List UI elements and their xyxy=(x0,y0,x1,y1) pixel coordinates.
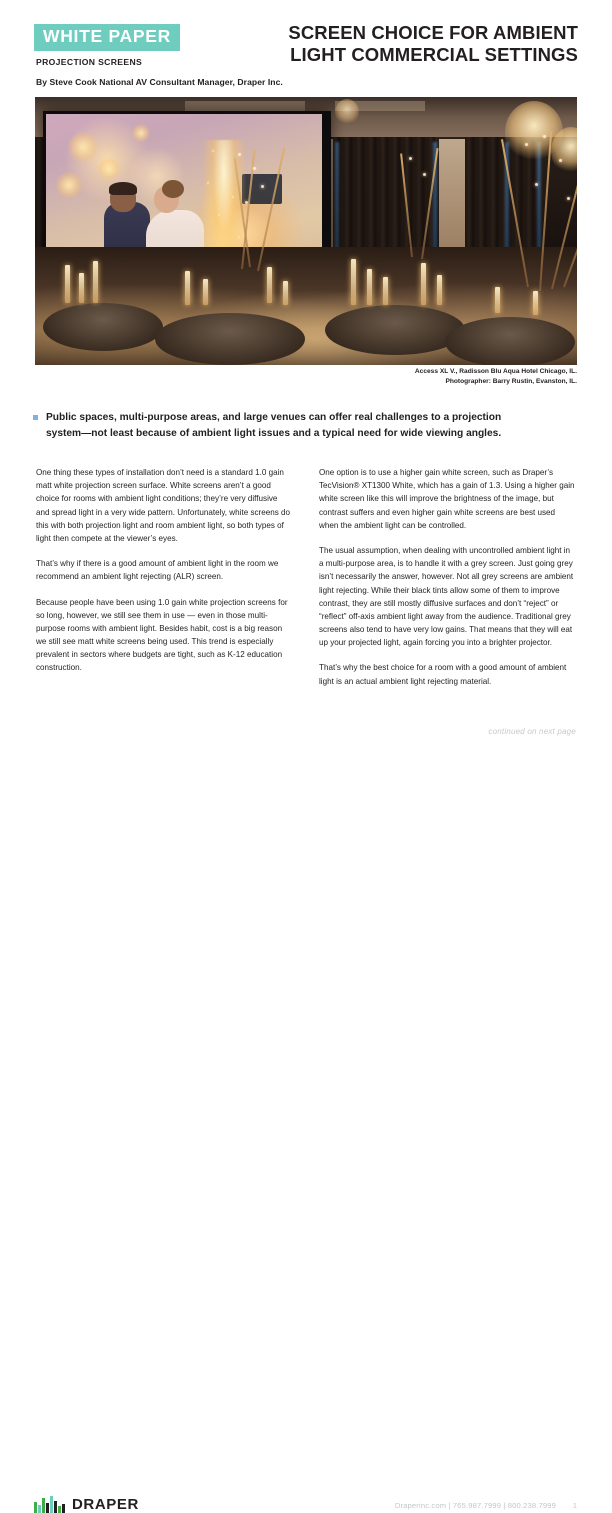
bokeh-light xyxy=(132,124,150,142)
photo-caption xyxy=(277,367,577,387)
body-column-left xyxy=(36,466,293,700)
bokeh-light xyxy=(98,158,120,180)
candle xyxy=(267,267,272,303)
candle xyxy=(383,277,388,305)
callout-text: Public spaces, multi-purpose areas, and large venues can offer real challenges to a projection system—not least because of ambient light issues and a typical need for wide viewing angles. xyxy=(46,412,502,440)
author-byline: By Steve Cook National AV Consultant Manager, Draper Inc. xyxy=(36,77,283,87)
page-number: 1 xyxy=(572,1501,577,1510)
ballroom-scene xyxy=(35,97,577,365)
candle xyxy=(185,271,190,305)
paragraph: The usual assumption, when dealing with uncontrolled ambient light in a multi-purpose area, is to handle it with a grey screen. Just going grey isn’t necessarily the answer, however. Not all grey screens are ambient light rejecting. While their black tints allow some of them to improve contrast, they are still mostly diffusive surfaces and don’t “reject” or “reflect” off-axis ambient light away from the audience. Traditional grey screens also tend to have very low gains. That means that they will eat up your projected light, again forcing you into a brighter projector. xyxy=(319,545,574,648)
document-header xyxy=(0,0,612,96)
body-column-right xyxy=(319,466,576,700)
paragraph: That’s why the best choice for a room with a good amount of ambient light is an actual ambient light rejecting material. xyxy=(319,663,567,686)
candle xyxy=(421,263,426,305)
bride-hair xyxy=(162,180,184,198)
candle xyxy=(495,287,500,313)
candle xyxy=(351,259,356,305)
draper-logo[interactable] xyxy=(34,1496,139,1513)
round-table xyxy=(445,317,575,365)
round-table xyxy=(43,303,163,351)
draper-wordmark: DRAPER xyxy=(72,1496,139,1513)
bokeh-light xyxy=(68,132,98,162)
continued-note: continued on next page xyxy=(488,727,576,736)
chandelier xyxy=(335,99,359,125)
candle xyxy=(367,269,372,305)
ceiling-panel xyxy=(185,101,305,111)
paragraph: Because people have been using 1.0 gain white projection screens for so long, however, we still see them in use — even in those multi-purpose rooms with ambient light. Besides habit, cost is a big reason we still see matt white screens being used. This trend is especially prevalent in sectors where budgets are tight, such as K-12 education construction. xyxy=(36,597,288,673)
round-table xyxy=(325,305,465,355)
document-footer xyxy=(0,745,612,1513)
paragraph: That’s why if there is a good amount of ambient light in the room we recommend an ambient light rejecting (ALR) screen. xyxy=(36,559,279,582)
candle xyxy=(203,279,208,305)
key-callout xyxy=(33,410,503,442)
round-table xyxy=(155,313,305,365)
photo-caption-line-1: Access XL V., Radisson Blu Aqua Hotel Chicago, IL. xyxy=(414,368,577,375)
hero-photo xyxy=(35,97,577,365)
candle xyxy=(437,275,442,305)
white-paper-badge: WHITE PAPER xyxy=(34,24,180,51)
candle xyxy=(93,261,98,303)
candle xyxy=(79,273,84,303)
footer-contact: Draperinc.com | 765.987.7999 | 800.238.7999 xyxy=(394,1501,556,1510)
document-category: PROJECTION SCREENS xyxy=(36,57,143,67)
photo-caption-line-2: Photographer: Barry Rustin, Evanston, IL. xyxy=(445,378,577,386)
bokeh-light xyxy=(56,172,82,198)
candle xyxy=(533,291,538,315)
candle xyxy=(283,281,288,305)
body-columns xyxy=(36,466,576,700)
candle xyxy=(65,265,70,303)
paragraph: One thing these types of installation don’t need is a standard 1.0 gain matt white projection screen surface. White screens aren’t a good choice for rooms with ambient light conditions; they’re very diffusive and spread light in a very wide pattern. Unfortunately, white screens do this with both projection light and room ambient light, so both types of light then compete at the viewer’s eyes. xyxy=(36,468,291,543)
bullet-square-icon xyxy=(33,415,38,420)
groom-hair xyxy=(109,182,137,195)
paragraph: One option is to use a higher gain white screen, such as Draper’s TecVision® XT1300 White, which has a gain of 1.3. Using a higher gain white screen like this will improve the brightness of the image, but contrast suffers and even higher gain white screens are best used when the ambient light can be controlled. xyxy=(319,468,575,530)
page-title: SCREEN CHOICE FOR AMBIENT LIGHT COMMERCIAL SETTINGS xyxy=(288,22,578,65)
banquet-tables xyxy=(35,247,577,365)
draper-skyline-icon xyxy=(34,1496,68,1513)
